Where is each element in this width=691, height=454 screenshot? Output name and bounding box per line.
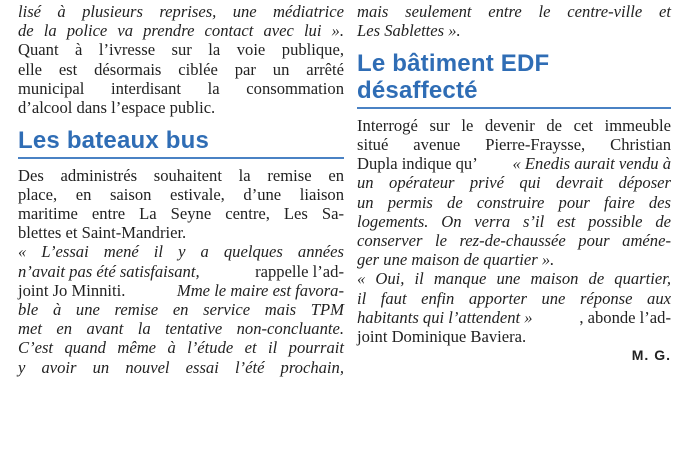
text-line — [18, 262, 344, 281]
text-line: il faut enfin apporter une réponse aux — [357, 288, 671, 308]
text-line: place, en saison estivale, d’une liaison — [18, 184, 344, 204]
text-line: Interrogé sur le devenir de cet immeuble — [357, 115, 671, 135]
text-line — [357, 154, 671, 173]
text-line: municipal interdisant la consommation — [18, 78, 344, 98]
text-line: « L’essai mené il y a quelques années — [18, 242, 344, 262]
text-span: joint Jo Minniti. — [18, 280, 126, 300]
text-line: y avoir un nouvel essai l’été prochain, — [18, 357, 344, 377]
text-line: « Oui, il manque une maison de quartier, — [357, 269, 671, 289]
text-span: de la police va prendre contact avec lui ». — [18, 21, 344, 41]
text-line: maritime entre La Seyne centre, Les Sa- — [18, 204, 344, 223]
text-line: un permis de construire pour faire des — [357, 192, 671, 212]
text-line — [18, 281, 344, 300]
text-line: logements. On verra s’il est possible de — [357, 211, 671, 231]
section-heading: désaffecté — [357, 77, 478, 105]
text-line: met en avant la tentative non-concluante. — [18, 319, 344, 339]
text-line — [18, 21, 344, 40]
text-line: elle est désormais ciblée par un arrêté — [18, 59, 344, 79]
text-line: mais seulement entre le centre-ville et — [357, 2, 671, 21]
section-heading: Les bateaux bus — [18, 127, 210, 155]
text-span: « Enedis aurait vendu à — [512, 154, 671, 174]
text-line: situé avenue Pierre-Fraysse, Christian — [357, 135, 671, 155]
heading-rule — [18, 157, 344, 159]
text-line: ger une maison de quartier ». — [357, 250, 555, 270]
text-line: ble à une remise en service mais TPM — [18, 299, 344, 319]
text-span: Dupla indique qu’ — [357, 154, 478, 174]
text-line: blettes et Saint-Mandrier. — [18, 223, 187, 243]
text-span: , abonde l’ad- — [579, 307, 671, 327]
heading-rule — [357, 107, 671, 109]
section-heading: Le bâtiment EDF — [357, 50, 550, 78]
text-line: un opérateur privé qui devrait déposer — [357, 173, 671, 193]
text-line: C’est quand même à l’étude et il pourrait — [18, 338, 344, 358]
text-line: lisé à plusieurs reprises, une médiatrice — [18, 2, 344, 21]
right-column — [357, 2, 671, 365]
text-span: habitants qui l’attendent » — [357, 307, 533, 327]
text-line: Quant à l’ivresse sur la voie publique, — [18, 40, 344, 60]
text-line: conserver le rez-de-chaussée pour améne- — [357, 231, 671, 250]
text-span: n’avait pas été satisfaisant, — [18, 261, 200, 281]
text-line: Des administrés souhaitent la remise en — [18, 165, 344, 185]
left-column — [18, 2, 344, 377]
text-line: joint Dominique Baviera. — [357, 326, 527, 346]
text-span: Mme le maire est favora- — [176, 280, 344, 300]
text-line — [357, 308, 671, 327]
text-line: d’alcool dans l’espace public. — [18, 97, 216, 117]
text-span: rappelle l’ad- — [255, 261, 344, 281]
text-line: Les Sablettes ». — [357, 21, 461, 41]
author-signature: M. G. — [631, 347, 671, 364]
